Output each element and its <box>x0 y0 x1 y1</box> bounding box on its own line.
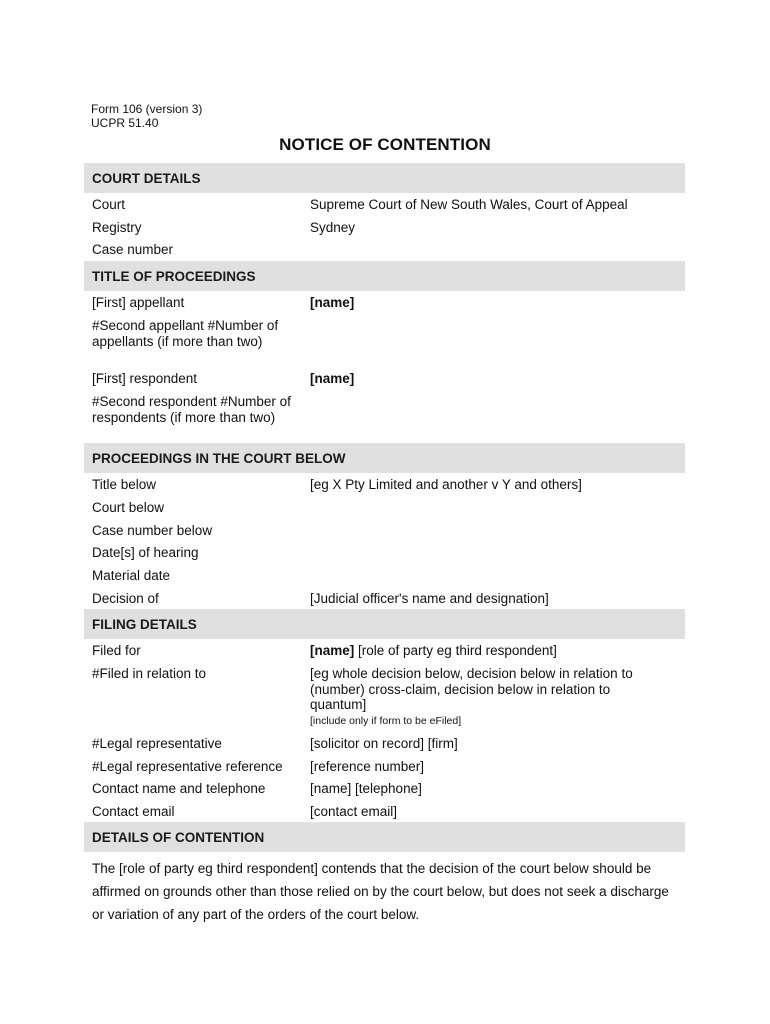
contention-text: The [role of party eg third respondent] contends that the decision of the court below should be affirmed on grounds other than those relied on by the court below, but does not seek a discharge or variation of any part of the orders of the court below. <box>92 861 669 922</box>
first-appellant-value: [name] <box>310 295 355 310</box>
filed-in-relation-value: [eg whole decision below, decision below in relation to (number) cross-claim, decision below in relation to quantum] <box>310 666 633 712</box>
section-header-details-of-contention <box>84 822 685 852</box>
legal-representative-label: #Legal representative <box>92 736 222 751</box>
contact-email-value: [contact email] <box>310 804 398 819</box>
section-heading: DETAILS OF CONTENTION <box>92 830 265 845</box>
first-appellant-label: [First] appellant <box>92 295 185 310</box>
court-value: Supreme Court of New South Wales, Court of Appeal <box>310 197 628 212</box>
page-title: NOTICE OF CONTENTION <box>279 135 491 154</box>
material-date-label: Material date <box>92 568 171 583</box>
legal-representative-value: [solicitor on record] [firm] <box>310 736 458 751</box>
section-heading: COURT DETAILS <box>92 171 201 186</box>
case-number-below-label: Case number below <box>92 523 213 538</box>
filed-for-name: [name] <box>310 643 355 658</box>
section-header-filing-details <box>84 609 685 639</box>
court-label: Court <box>92 197 126 212</box>
second-appellant-label: #Second appellant #Number of appellants (if more than two) <box>92 318 279 349</box>
form-number: Form 106 (version 3) <box>91 102 203 116</box>
first-respondent-value: [name] <box>310 371 355 386</box>
section-heading: TITLE OF PROCEEDINGS <box>92 269 256 284</box>
efiled-note: [include only if form to be eFiled] <box>310 715 462 727</box>
contact-name-value: [name] [telephone] <box>310 781 422 796</box>
form-rule: UCPR 51.40 <box>91 116 159 130</box>
legal-representative-reference-label: #Legal representative reference <box>92 759 283 774</box>
title-below-label: Title below <box>92 477 157 492</box>
registry-label: Registry <box>92 220 142 235</box>
filed-for-label: Filed for <box>92 643 141 658</box>
filed-for-role: [role of party eg third respondent] <box>354 643 557 658</box>
form-reference <box>91 102 202 130</box>
section-header-court-details <box>84 163 685 193</box>
case-number-label: Case number <box>92 242 174 257</box>
first-respondent-label: [First] respondent <box>92 371 198 386</box>
section-heading: PROCEEDINGS IN THE COURT BELOW <box>92 451 346 466</box>
section-header-proceedings-below <box>84 443 685 473</box>
registry-value: Sydney <box>310 220 356 235</box>
section-heading: FILING DETAILS <box>92 617 197 632</box>
title-below-value: [eg X Pty Limited and another v Y and others] <box>310 477 582 492</box>
contact-name-label: Contact name and telephone <box>92 781 266 796</box>
contact-email-label: Contact email <box>92 804 175 819</box>
filed-for-value <box>310 643 680 659</box>
court-below-label: Court below <box>92 500 165 515</box>
second-respondent-label: #Second respondent #Number of respondents (if more than two) <box>92 394 291 425</box>
legal-representative-reference-value: [reference number] <box>310 759 425 774</box>
filed-in-relation-label: #Filed in relation to <box>92 666 207 681</box>
decision-of-label: Decision of <box>92 591 159 606</box>
section-header-title-of-proceedings <box>84 261 685 291</box>
decision-of-value: [Judicial officer's name and designation] <box>310 591 549 606</box>
dates-of-hearing-label: Date[s] of hearing <box>92 545 199 560</box>
